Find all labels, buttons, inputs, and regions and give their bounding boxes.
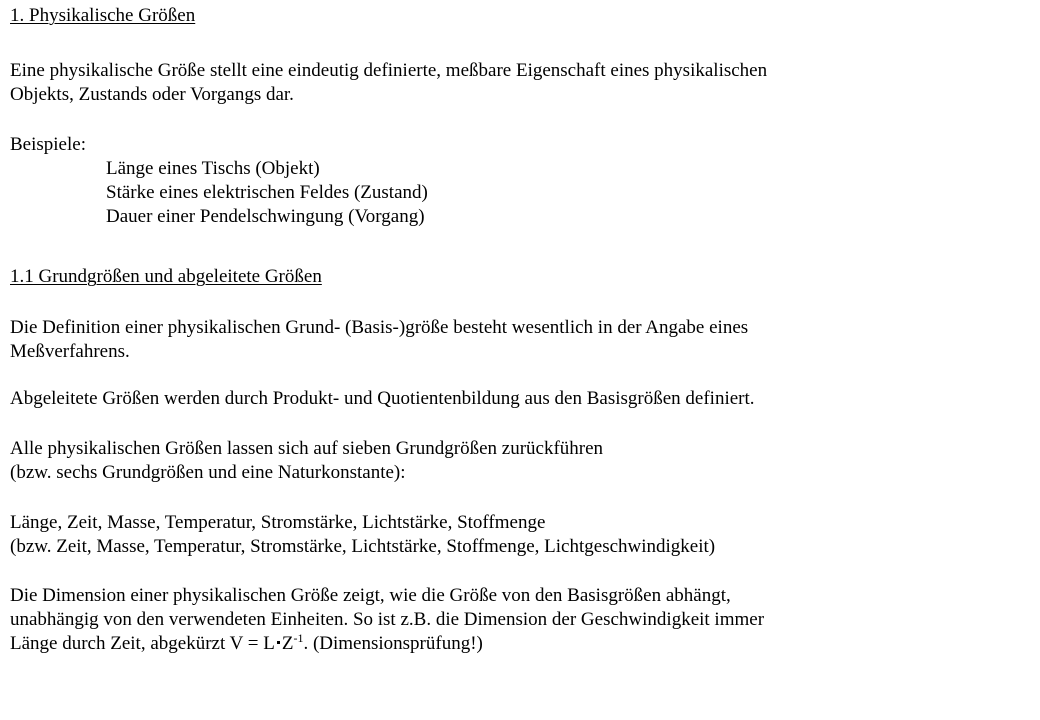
multiplication-dot-icon [277, 641, 280, 644]
definition-line: Meßverfahrens. [10, 341, 130, 362]
definition-line: Die Definition einer physikalischen Grund- (Basis-)größe besteht wesentlich in der Angabe eines [10, 317, 749, 338]
reduction-paragraph [10, 437, 603, 485]
examples-label: Beispiele: [10, 134, 86, 155]
section-1-title: 1. Physikalische Größen [10, 5, 196, 26]
dimension-check-text: . (Dimensionsprüfung!) [303, 633, 483, 654]
section-1-definition [10, 59, 767, 107]
base-quantities-line: Länge, Zeit, Masse, Temperatur, Stromstärke, Lichtstärke, Stoffmenge [10, 512, 546, 533]
exponent: -1 [293, 631, 304, 645]
dimension-text: Länge durch Zeit, abgekürzt V = L [10, 633, 275, 654]
section-1-1-title: 1.1 Grundgrößen und abgeleitete Größen [10, 266, 322, 287]
section-1-1-heading [10, 265, 322, 289]
time-symbol: Z [281, 633, 294, 654]
definition-line: Objekts, Zustands oder Vorgangs dar. [10, 84, 294, 105]
base-quantities-line: (bzw. Zeit, Masse, Temperatur, Stromstärke, Lichtstärke, Stoffmenge, Lichtgeschwindigkeit) [10, 536, 716, 557]
reduction-line: (bzw. sechs Grundgrößen und eine Naturkonstante): [10, 462, 406, 483]
dimension-line: Die Dimension einer physikalischen Größe zeigt, wie die Größe von den Basisgrößen abhängt, [10, 585, 731, 606]
derived-line: Abgeleitete Größen werden durch Produkt- und Quotientenbildung aus den Basisgrößen definiert. [10, 388, 755, 409]
dimension-line: unabhängig von den verwendeten Einheiten. So ist z.B. die Dimension der Geschwindigkeit immer [10, 609, 765, 630]
definition-line: Eine physikalische Größe stellt eine eindeutig definierte, meßbare Eigenschaft eines physikalischen [10, 60, 768, 81]
base-quantity-definition [10, 316, 748, 364]
example-item: Länge eines Tischs (Objekt) [106, 158, 320, 179]
derived-quantities-paragraph [10, 387, 755, 411]
dimension-paragraph [10, 584, 764, 656]
base-quantities-list [10, 511, 715, 559]
dimension-formula-line [10, 632, 764, 656]
example-item: Dauer einer Pendelschwingung (Vorgang) [106, 206, 425, 227]
examples-block [10, 133, 428, 229]
section-1-heading [10, 4, 195, 28]
example-item: Stärke eines elektrischen Feldes (Zustand) [106, 182, 428, 203]
reduction-line: Alle physikalischen Größen lassen sich auf sieben Grundgrößen zurückführen [10, 438, 604, 459]
